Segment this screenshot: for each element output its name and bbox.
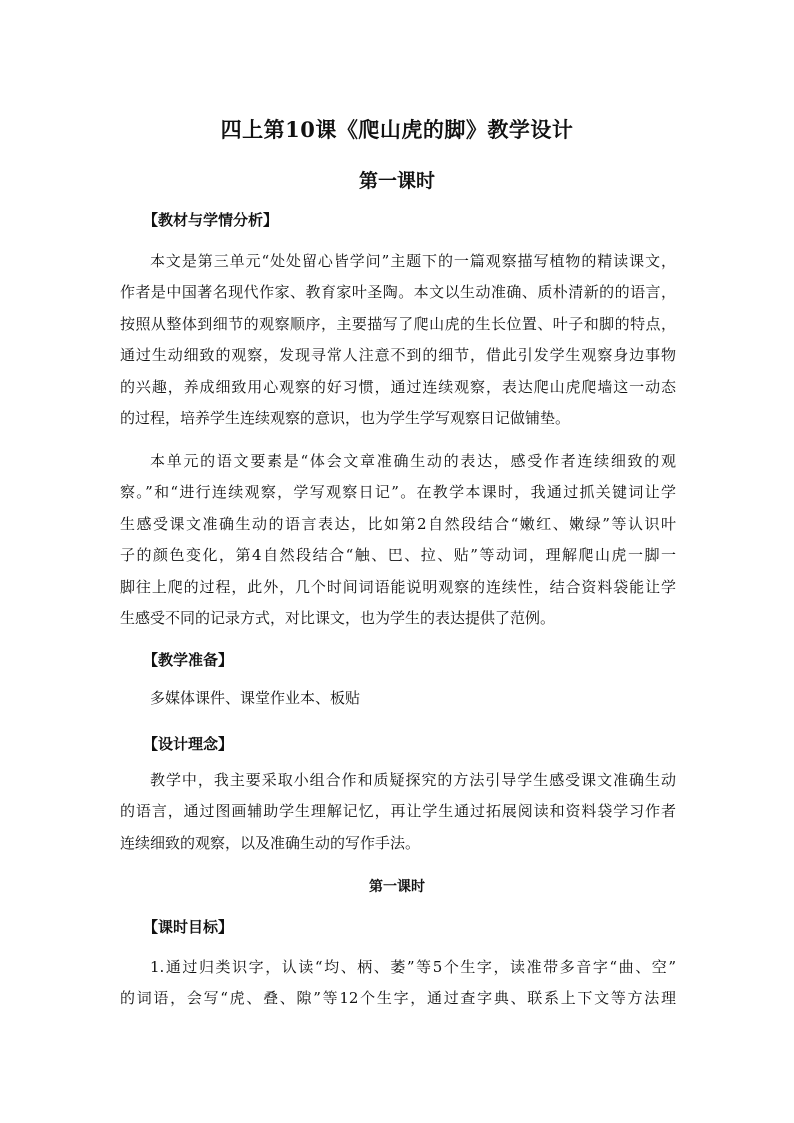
lesson-label: 第一课时: [369, 879, 425, 895]
paragraph-line: 的过程，培养学生连续观察的意识，也为学生学写观察日记做铺垫。: [120, 409, 571, 428]
document-subtitle: 第一课时: [358, 170, 435, 192]
paragraph-line: 脚往上爬的过程，此外，几个时间词语能说明观察的连续性，结合资料袋能让学: [120, 577, 676, 596]
paragraph-line: 本单元的语文要素是“体会文章准确生动的表达，感受作者连续细致的观: [150, 452, 676, 470]
goals-paragraph: [120, 952, 676, 1015]
paragraph-line: 生感受不同的记录方式，对比课文，也为学生的表达提供了范例。: [120, 609, 556, 628]
analysis-paragraph-2: [120, 446, 676, 634]
paragraph-line: 1.通过归类识字，认读“均、柄、萎”等5个生字，读准带多音字“曲、空”: [150, 958, 676, 976]
concept-heading: 【设计理念】: [143, 735, 234, 753]
analysis-heading: 【教材与学情分析】: [143, 211, 279, 229]
paragraph-line: 通过生动细致的观察，发现寻常人注意不到的细节，借此引发学生观察身边事物: [120, 346, 676, 365]
paragraph-line: 子的颜色变化，第4自然段结合“触、巴、拉、贴”等动词，理解爬山虎一脚一: [120, 546, 676, 565]
goals-heading: 【课时目标】: [143, 918, 234, 936]
analysis-paragraph-1: [120, 246, 676, 434]
paragraph-line: 察。”和“进行连续观察，学写观察日记”。在教学本课时，我通过抓关键词让学: [120, 483, 676, 502]
prep-paragraph: [120, 683, 676, 714]
concept-paragraph: [120, 765, 676, 859]
paragraph-line: 连续细致的观察，以及准确生动的写作手法。: [120, 833, 421, 852]
paragraph-line: 的词语，会写“虎、叠、隙”等12个生字，通过查字典、联系上下文等方法理: [120, 989, 676, 1008]
paragraph-line: 生感受课文准确生动的语言表达，比如第2自然段结合“嫩红、嫩绿”等认识叶: [120, 514, 676, 533]
document-title: 四上第10课《爬山虎的脚》教学设计: [220, 117, 574, 142]
paragraph-line: 的兴趣，养成细致用心观察的好习惯，通过连续观察，表达爬山虎爬墙这一动态: [120, 377, 676, 396]
paragraph-line: 教学中，我主要采取小组合作和质疑探究的方法引导学生感受课文准确生动: [150, 771, 676, 789]
paragraph-line: 作者是中国著名现代作家、教育家叶圣陶。本文以生动准确、质朴清新的的语言，: [120, 283, 676, 302]
paragraph-line: 按照从整体到细节的观察顺序，主要描写了爬山虎的生长位置、叶子和脚的特点，: [120, 314, 676, 333]
paragraph-line: 的语言，通过图画辅助学生理解记忆，再让学生通过拓展阅读和资料袋学习作者: [120, 802, 676, 821]
paragraph-line: 多媒体课件、课堂作业本、板贴: [150, 689, 361, 707]
paragraph-line: 本文是第三单元“处处留心皆学问”主题下的一篇观察描写植物的精读课文，: [150, 252, 676, 270]
prep-heading: 【教学准备】: [143, 651, 234, 669]
